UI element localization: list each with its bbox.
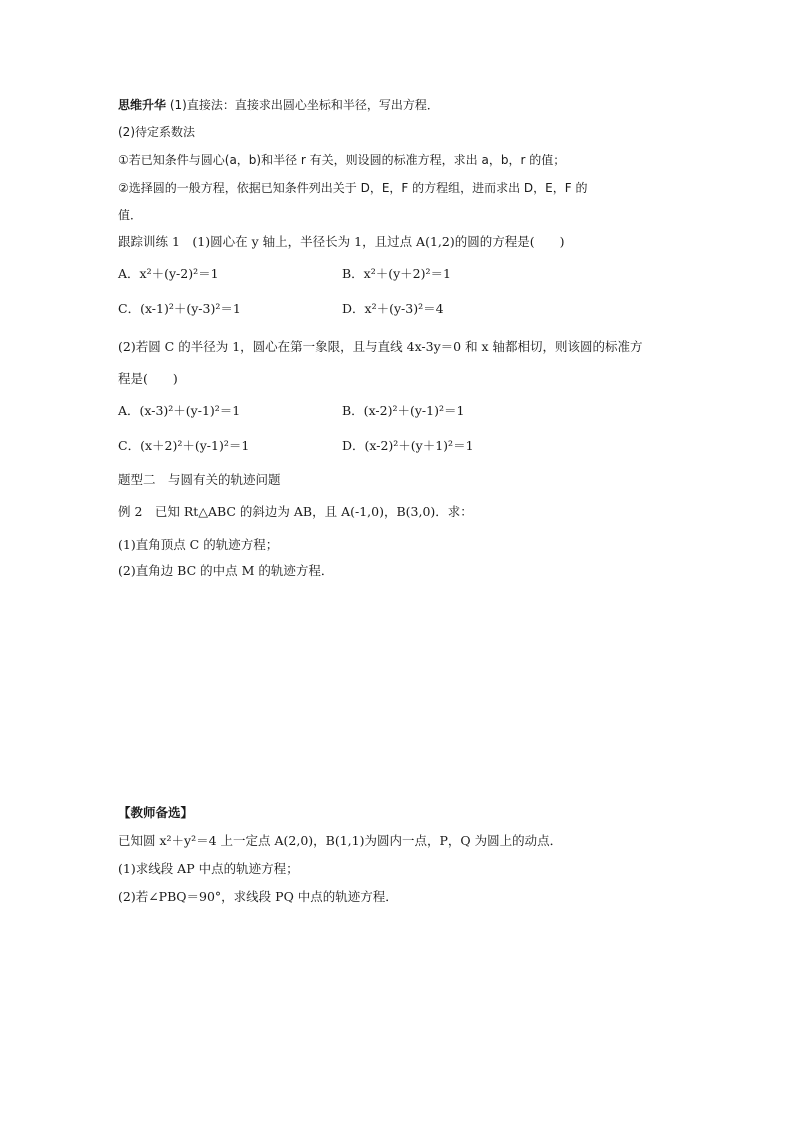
- teacher-line-2: (1)求线段 AP 中点的轨迹方程；: [118, 861, 299, 876]
- teacher-heading: 【教师备选】: [118, 805, 194, 820]
- exercise1-q1-option-c: C．(x-1)²＋(y-3)²＝1: [118, 301, 241, 316]
- exercise1-question2-line1: (2)若圆 C 的半径为 1，圆心在第一象限，且与直线 4x-3y＝0 和 x 轴都相切，则该圆的标准方: [118, 339, 643, 354]
- summary-line-4: ②选择圆的一般方程，依据已知条件列出关于 D，E，F 的方程组，进而求出 D，E，F 的: [118, 181, 588, 195]
- summary-label: 思维升华: [118, 98, 167, 112]
- exercise1-q2-option-b: B．(x-2)²＋(y-1)²＝1: [342, 403, 465, 418]
- exercise1-q1-option-a: A．x²＋(y-2)²＝1: [118, 266, 219, 281]
- summary-line-3: ①若已知条件与圆心(a，b)和半径 r 有关，则设圆的标准方程，求出 a，b，r 的值；: [118, 153, 566, 167]
- example2-part1: (1)直角顶点 C 的轨迹方程；: [118, 537, 279, 552]
- summary-line-1: [118, 96, 439, 114]
- teacher-line-1: 已知圆 x²＋y²＝4 上一定点 A(2,0)，B(1,1)为圆内一点，P，Q 为圆上的动点．: [118, 833, 563, 848]
- summary-line-2: (2)待定系数法: [118, 125, 195, 139]
- exercise1-q2-option-a: A．(x-3)²＋(y-1)²＝1: [118, 403, 241, 418]
- summary-direct-method: (1)直接法：直接求出圆心坐标和半径，写出方程．: [166, 98, 439, 112]
- exercise1-q1-option-b: B．x²＋(y＋2)²＝1: [342, 266, 451, 281]
- type2-heading: 题型二 与圆有关的轨迹问题: [118, 472, 281, 487]
- summary-line-5: 值．: [118, 208, 143, 222]
- exercise1-q2-option-c: C．(x＋2)²＋(y-1)²＝1: [118, 438, 250, 453]
- exercise1-q2-option-d: D．(x-2)²＋(y＋1)²＝1: [342, 438, 474, 453]
- exercise1-question1: 跟踪训练 1 (1)圆心在 y 轴上，半径长为 1，且过点 A(1,2)的圆的方程是( ): [118, 234, 565, 249]
- exercise1-q1-option-d: D．x²＋(y-3)²＝4: [342, 301, 444, 316]
- teacher-line-3: (2)若∠PBQ＝90°，求线段 PQ 中点的轨迹方程．: [118, 889, 398, 904]
- example2-part2: (2)直角边 BC 的中点 M 的轨迹方程．: [118, 563, 334, 578]
- example2-question: 例 2 已知 Rt△ABC 的斜边为 AB，且 A(-1,0)，B(3,0)．求：: [118, 504, 473, 519]
- exercise1-question2-line2: 程是( ): [118, 371, 178, 386]
